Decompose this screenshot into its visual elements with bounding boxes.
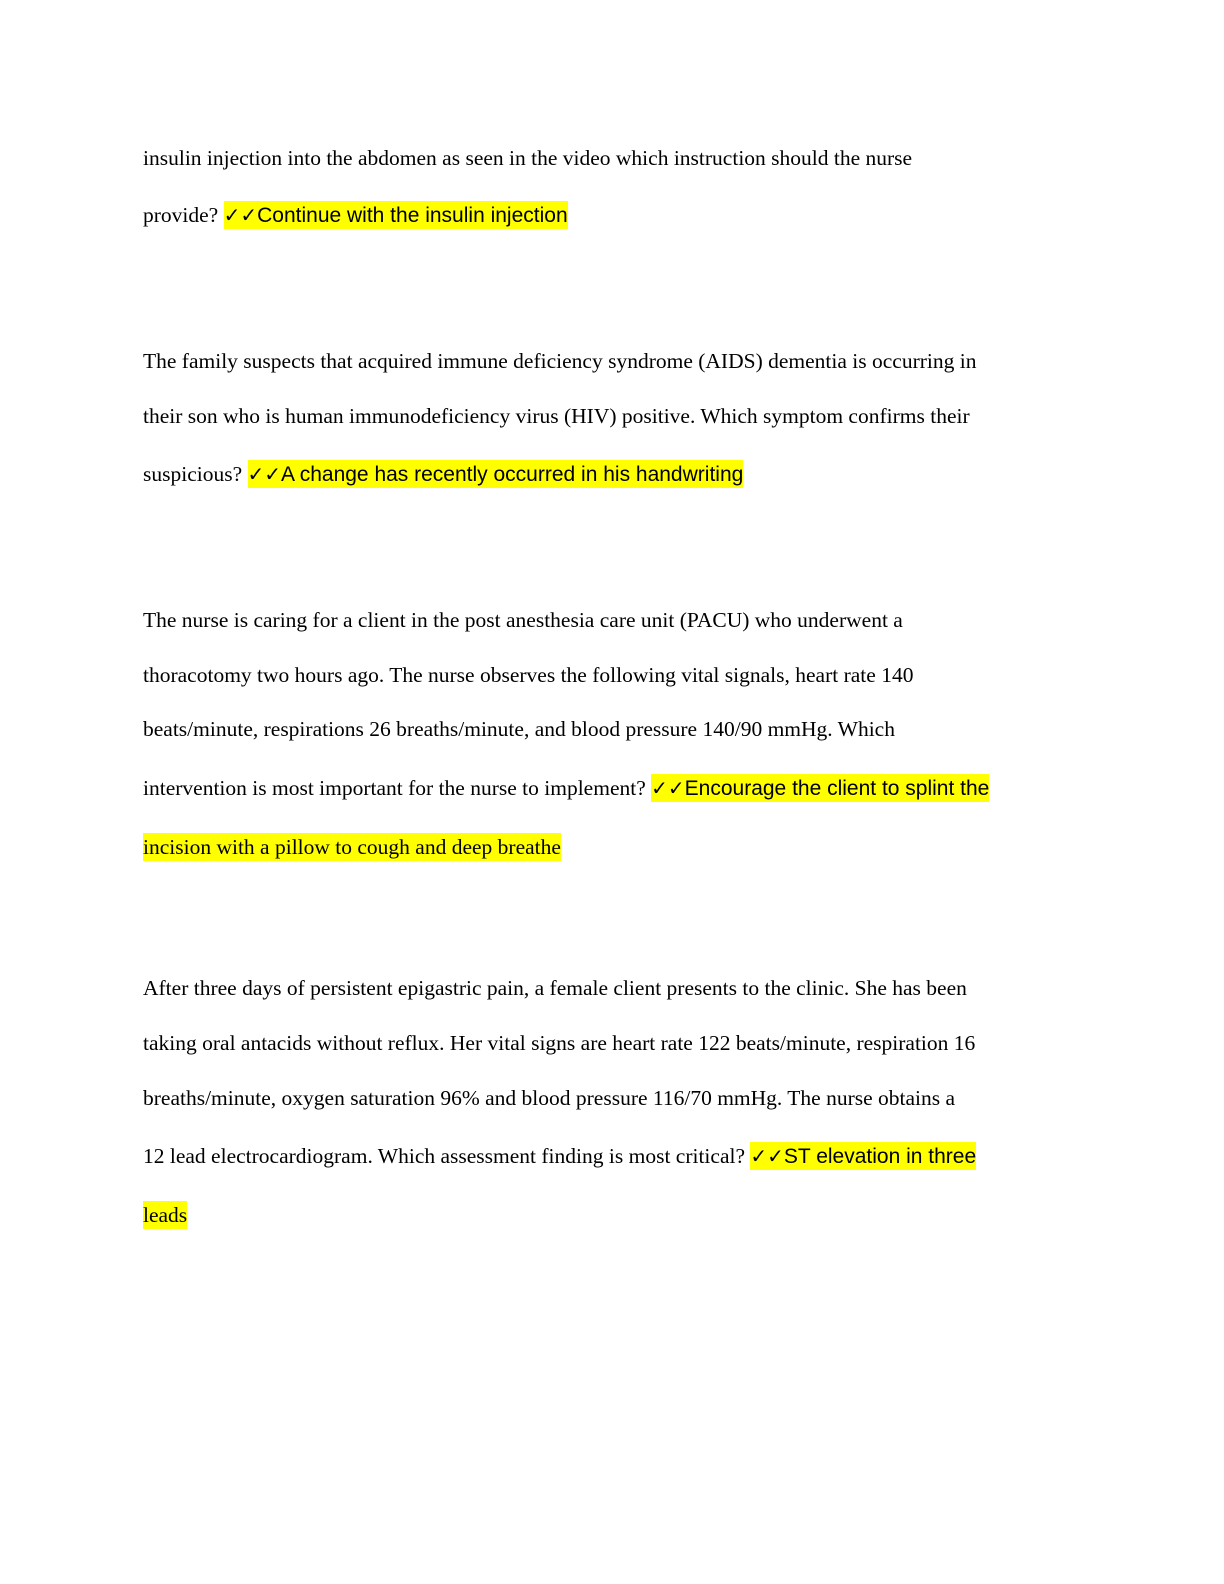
question-text: beats/minute, respirations 26 breaths/minute, and blood pressure 140/90 mmHg. Which	[143, 717, 895, 741]
question-text: thoracotomy two hours ago. The nurse observes the following vital signals, heart rate 140	[143, 663, 914, 687]
answer-continuation-line	[143, 1200, 187, 1230]
question-text-line	[143, 346, 976, 376]
double-checkmark-icon: ✓✓	[651, 776, 685, 800]
question-answer-line	[143, 459, 743, 490]
answer-highlight	[248, 460, 744, 488]
answer-text: ST elevation in three	[783, 1145, 977, 1168]
double-checkmark-icon: ✓✓	[750, 1144, 784, 1168]
question-answer-line	[143, 200, 568, 231]
question-text-line	[143, 605, 903, 635]
answer-text: Encourage the client to splint the	[684, 777, 990, 800]
answer-highlight	[750, 1142, 976, 1170]
answer-continuation-line	[143, 832, 561, 862]
question-text-line	[143, 973, 967, 1003]
question-text-line	[143, 1083, 955, 1113]
question-text: provide?	[143, 203, 219, 227]
question-text-line	[143, 660, 913, 690]
answer-highlight	[224, 201, 568, 229]
answer-highlight	[651, 774, 989, 802]
question-answer-line	[143, 1141, 976, 1172]
double-checkmark-icon: ✓✓	[247, 462, 282, 486]
question-text: The nurse is caring for a client in the post anesthesia care unit (PACU) who underwent a	[143, 608, 903, 632]
question-text: insulin injection into the abdomen as seen in the video which instruction should the nurse	[143, 146, 913, 170]
question-text-line	[143, 401, 970, 431]
question-text-line	[143, 1028, 975, 1058]
answer-text: A change has recently occurred in his handwriting	[281, 463, 744, 486]
double-checkmark-icon: ✓✓	[223, 203, 258, 227]
question-text: The family suspects that acquired immune deficiency syndrome (AIDS) dementia is occurring in	[143, 349, 977, 373]
question-text-line	[143, 143, 912, 173]
answer-text: Continue with the insulin injection	[257, 204, 568, 227]
question-text: breaths/minute, oxygen saturation 96% and blood pressure 116/70 mmHg. The nurse obtains a	[143, 1086, 956, 1110]
question-text: intervention is most important for the nurse to implement?	[143, 776, 646, 800]
question-text-line	[143, 714, 895, 744]
question-text: suspicious?	[143, 462, 243, 486]
question-text: their son who is human immunodeficiency virus (HIV) positive. Which symptom confirms their	[143, 404, 970, 428]
answer-text: leads	[143, 1203, 188, 1227]
question-text: 12 lead electrocardiogram. Which assessment finding is most critical?	[143, 1144, 746, 1168]
answer-text: incision with a pillow to cough and deep breathe	[143, 835, 561, 859]
question-text: After three days of persistent epigastric pain, a female client presents to the clinic. She has been	[143, 976, 967, 1000]
question-answer-line	[143, 773, 989, 804]
question-text: taking oral antacids without reflux. Her vital signs are heart rate 122 beats/minute, respiration 16	[143, 1031, 976, 1055]
